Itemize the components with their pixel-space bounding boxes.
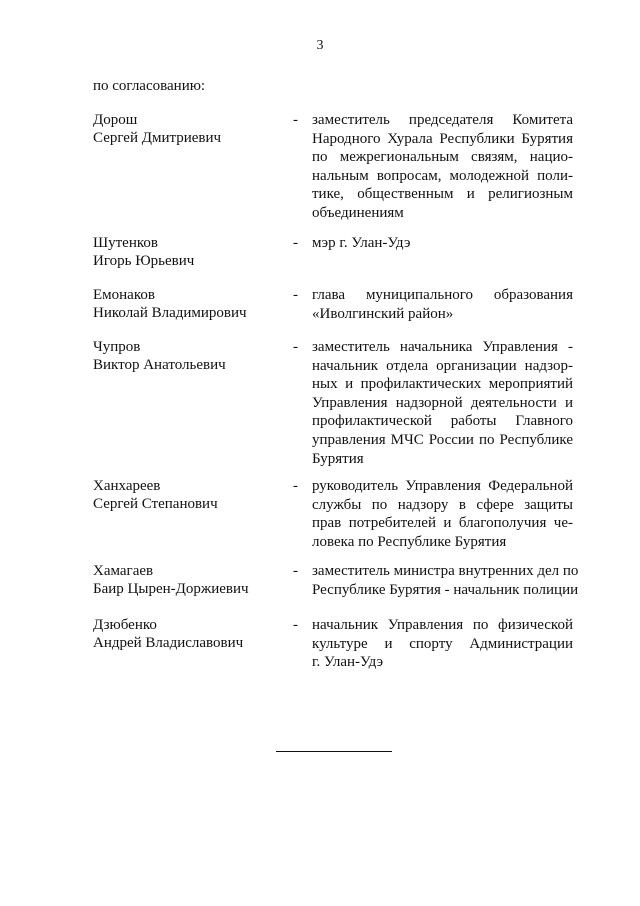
description-line: культуре и спорту Администрации	[312, 635, 573, 652]
person-name	[93, 286, 283, 322]
given-names: Андрей Владиславович	[93, 635, 244, 651]
description-line: ловека по Республике Бурятия	[312, 533, 507, 550]
surname: Шутенков	[93, 235, 158, 251]
position-description	[312, 338, 573, 468]
surname: Дорош	[93, 112, 138, 128]
given-names: Сергей Дмитриевич	[93, 130, 222, 146]
dash-separator: -	[293, 617, 298, 633]
description-line: «Иволгинский район»	[312, 305, 454, 322]
given-names: Виктор Анатольевич	[93, 357, 226, 373]
surname: Чупров	[93, 339, 141, 355]
description-line: объединениям	[312, 204, 404, 221]
page-number: 3	[316, 38, 324, 53]
description-line: заместитель министра внутренних дел по	[312, 563, 579, 579]
description-line: по межрегиональным связям, нацио-	[312, 149, 573, 166]
dash-separator: -	[293, 112, 298, 128]
position-description	[312, 616, 573, 672]
description-line: начальник отдела организации надзор-	[312, 357, 573, 374]
position-description	[312, 234, 573, 253]
description-line: тике, общественным и религиозным	[312, 186, 573, 203]
dash-separator: -	[293, 478, 298, 494]
given-names: Николай Владимирович	[93, 305, 247, 321]
surname: Емонаков	[93, 287, 155, 303]
description-line: Республике Бурятия - начальник полиции	[312, 581, 579, 598]
surname: Ханхареев	[93, 478, 161, 494]
surname: Дзюбенко	[93, 617, 157, 633]
given-names: Игорь Юрьевич	[93, 253, 195, 269]
person-name	[93, 562, 283, 598]
person-name	[93, 338, 283, 374]
person-name	[93, 616, 283, 652]
position-description	[312, 562, 579, 599]
description-line: заместитель председателя Комитета	[312, 112, 573, 128]
dash-separator: -	[293, 563, 298, 579]
dash-separator: -	[293, 287, 298, 303]
description-line: службы по надзору в сфере защиты	[312, 496, 573, 513]
person-name	[93, 234, 283, 270]
surname: Хамагаев	[93, 563, 154, 579]
description-line: прав потребителей и благополучия че-	[312, 515, 573, 532]
description-line: Управления надзорной деятельности и	[312, 394, 573, 411]
given-names: Баир Цырен-Доржиевич	[93, 581, 249, 597]
description-line: профилактической работы Главного	[312, 413, 573, 430]
approval-heading: по согласованию:	[93, 78, 206, 94]
end-divider	[276, 751, 392, 752]
description-line: ных и профилактических мероприятий	[312, 376, 573, 393]
description-line: г. Улан-Удэ	[312, 654, 384, 671]
description-line: руководитель Управления Федеральной	[312, 478, 573, 494]
given-names: Сергей Степанович	[93, 496, 218, 512]
description-line: начальник Управления по физической	[312, 617, 573, 633]
description-line: заместитель начальника Управления -	[312, 339, 573, 355]
description-line: мэр г. Улан-Удэ	[312, 235, 411, 251]
person-name	[93, 111, 283, 147]
dash-separator: -	[293, 339, 298, 355]
description-line: глава муниципального образования	[312, 287, 573, 303]
position-description	[312, 477, 573, 551]
description-line: Бурятия	[312, 450, 364, 467]
description-line: нальным вопросам, молодежной поли-	[312, 167, 573, 184]
person-name	[93, 477, 283, 513]
description-line: управления МЧС России по Республике	[312, 431, 573, 448]
dash-separator: -	[293, 235, 298, 251]
description-line: Народного Хурала Республики Бурятия	[312, 130, 573, 147]
position-description	[312, 111, 573, 223]
position-description	[312, 286, 573, 323]
